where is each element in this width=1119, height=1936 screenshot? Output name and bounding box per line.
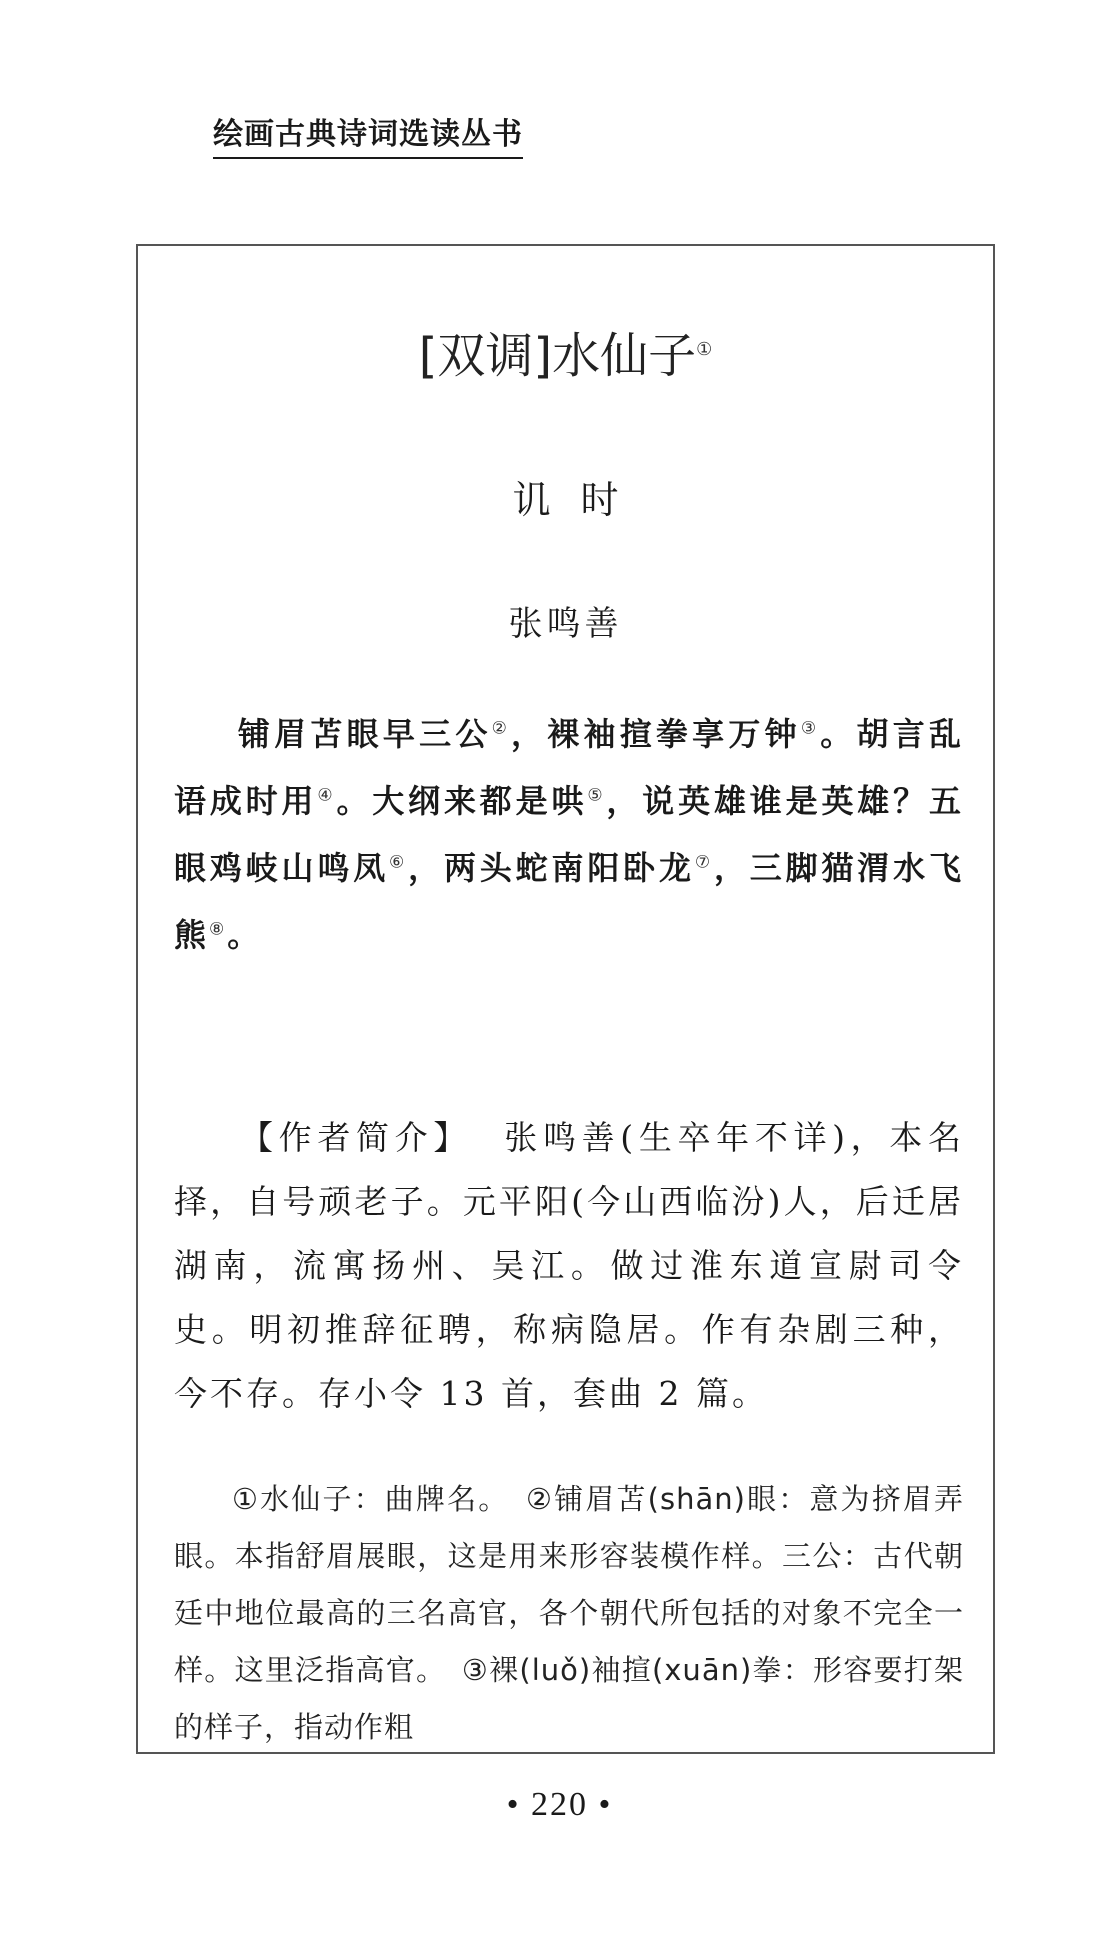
footnote-marker: ⑤ [587, 785, 607, 806]
poem-line: ，说英雄谁是英雄？五眼鸡岐山鸣凤 [174, 782, 964, 887]
tune-title [138, 326, 993, 386]
poem-line: ，两头蛇南阳卧龙 [408, 849, 695, 887]
footnote-marker: ⑧ [209, 919, 228, 940]
footnote-marker: ⑥ [389, 852, 409, 873]
poem-line: 。大纲来都是哄 [336, 782, 588, 820]
annotations: ①水仙子：曲牌名。 ②铺眉苫(shān)眼：意为挤眉弄眼。本指舒眉展眼，这是用来形容装模作样。三公：古代朝廷中地位最高的三名高官，各个朝代所包括的对象不完全一样。这里泛指高官。 ③裸(luǒ)袖揎(xuān)拳：形容要打架的样子，指动作粗 [174, 1482, 964, 1744]
series-title: 绘画古典诗词选读丛书 [213, 116, 523, 159]
footnote-marker: ③ [800, 718, 821, 739]
author-bio [174, 1106, 964, 1426]
poem-line: ，裸袖揎拳享万钟 [511, 715, 801, 753]
poem-line: 。 [227, 916, 263, 954]
footnote-marker: ⑦ [694, 852, 714, 873]
poem-line: 。胡言乱语成时用 [174, 715, 964, 820]
footnote-marker: ④ [317, 785, 337, 806]
content-frame [136, 244, 995, 1754]
footnote-marker: ② [491, 718, 512, 739]
poem-line: ，三脚猫渭水飞熊 [174, 849, 964, 954]
bio-label: 【作者简介】 [240, 1118, 472, 1157]
poem-body [174, 701, 964, 969]
bio-text: 张鸣善(生卒年不详)，本名择，自号顽老子。元平阳(今山西临汾)人，后迁居湖南，流寓扬州、吴江。做过淮东道宣尉司令史。明初推辞征聘，称病隐居。作有杂剧三种，今不存。存小令 13 首，套曲 2 篇。 [174, 1118, 965, 1413]
footnote-marker: ① [696, 339, 713, 360]
poem-author: 张鸣善 [508, 604, 623, 644]
poem-title: 讥时 [512, 478, 649, 522]
page-number: • 220 • [506, 1786, 613, 1823]
tune-title-text: [双调]水仙子 [418, 328, 697, 384]
poem-line: 铺眉苫眼早三公 [238, 715, 492, 753]
